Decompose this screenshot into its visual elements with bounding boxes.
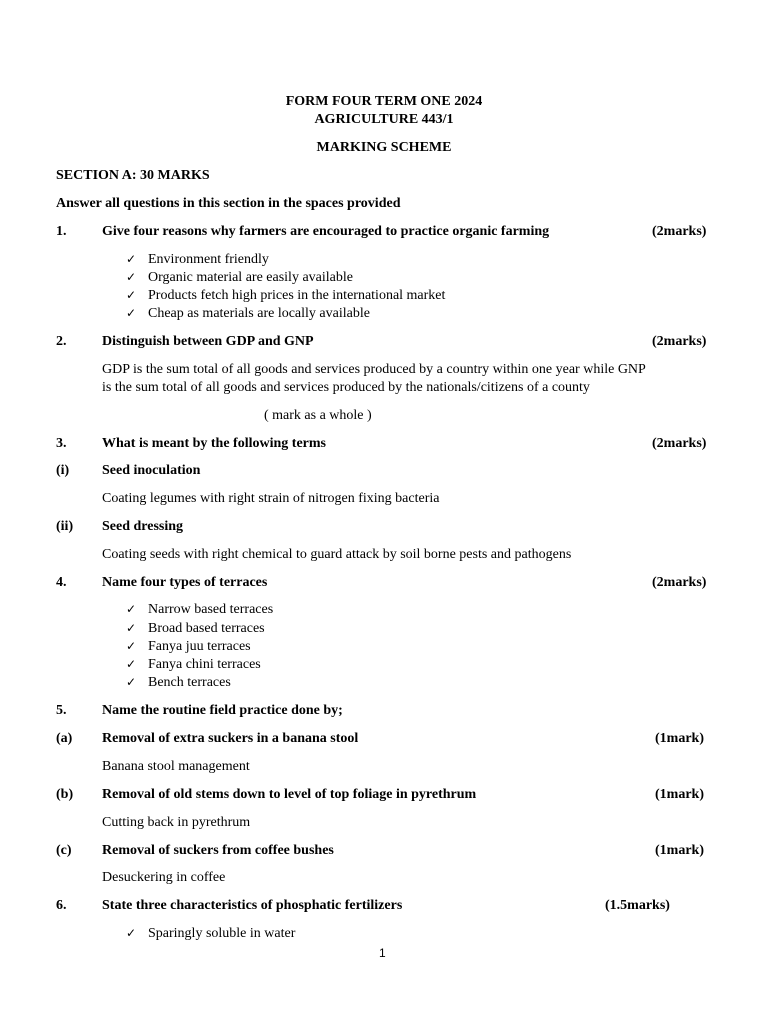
marking-note: ( mark as a whole ) xyxy=(264,408,372,423)
part-label: (a) xyxy=(56,731,73,746)
part-marks: (1mark) xyxy=(655,843,704,858)
question-text: Give four reasons why farmers are encouraged to practice organic farming xyxy=(102,224,550,239)
check-icon: ✓ xyxy=(126,657,137,671)
doc-title-line1: FORM FOUR TERM ONE 2024 xyxy=(285,94,483,109)
check-icon: ✓ xyxy=(126,306,137,320)
answer-text: Desuckering in coffee xyxy=(102,870,226,885)
answer-item: ✓ Sparingly soluble in water xyxy=(126,926,296,941)
part-text: Removal of old stems down to level of top foliage in pyrethrum xyxy=(102,787,477,802)
part-label: (i) xyxy=(56,463,70,478)
check-icon: ✓ xyxy=(126,639,137,653)
answer-item: ✓ Narrow based terraces xyxy=(126,602,274,617)
answer-item: ✓ Fanya chini terraces xyxy=(126,657,261,672)
question-number: 5. xyxy=(56,703,67,718)
answer-text: Cutting back in pyrethrum xyxy=(102,815,251,830)
part-text: Seed inoculation xyxy=(102,463,201,478)
check-icon: ✓ xyxy=(126,675,137,689)
answer-item: ✓ Fanya juu terraces xyxy=(126,639,251,654)
page-number: 1 xyxy=(379,946,386,960)
question-marks: (1.5marks) xyxy=(605,898,670,913)
question-text: State three characteristics of phosphatic fertilizers xyxy=(102,898,403,913)
question-text: Name four types of terraces xyxy=(102,575,268,590)
part-text: Removal of extra suckers in a banana stool xyxy=(102,731,359,746)
check-icon: ✓ xyxy=(126,252,137,266)
question-marks: (2marks) xyxy=(652,224,707,239)
question-number: 1. xyxy=(56,224,67,239)
part-label: (c) xyxy=(56,843,72,858)
part-marks: (1mark) xyxy=(655,731,704,746)
question-marks: (2marks) xyxy=(652,334,707,349)
answer-text: Coating seeds with right chemical to guard attack by soil borne pests and pathogens xyxy=(102,547,572,562)
question-number: 4. xyxy=(56,575,67,590)
question-marks: (2marks) xyxy=(652,575,707,590)
answer-item: ✓ Bench terraces xyxy=(126,675,231,690)
question-number: 6. xyxy=(56,898,67,913)
doc-title-line3: MARKING SCHEME xyxy=(316,140,452,155)
check-icon: ✓ xyxy=(126,270,137,284)
answer-text: Coating legumes with right strain of nitrogen fixing bacteria xyxy=(102,491,440,506)
check-icon: ✓ xyxy=(126,602,137,616)
section-title: SECTION A: 30 MARKS xyxy=(56,168,210,183)
answer-item: ✓ Products fetch high prices in the international market xyxy=(126,288,446,303)
answer-text: Banana stool management xyxy=(102,759,250,774)
question-marks: (2marks) xyxy=(652,436,707,451)
part-label: (ii) xyxy=(56,519,74,534)
doc-title-line2: AGRICULTURE 443/1 xyxy=(314,112,454,127)
check-icon: ✓ xyxy=(126,288,137,302)
answer-text: GDP is the sum total of all goods and services produced by a country within one year while GNP xyxy=(102,362,646,377)
question-text: Distinguish between GDP and GNP xyxy=(102,334,314,349)
answer-text: is the sum total of all goods and services produced by the nationals/citizens of a county xyxy=(102,380,590,395)
check-icon: ✓ xyxy=(126,621,137,635)
part-label: (b) xyxy=(56,787,74,802)
question-text: Name the routine field practice done by; xyxy=(102,703,343,718)
answer-item: ✓ Environment friendly xyxy=(126,252,269,267)
answer-item: ✓ Organic material are easily available xyxy=(126,270,353,285)
question-number: 3. xyxy=(56,436,67,451)
check-icon: ✓ xyxy=(126,926,137,940)
part-text: Seed dressing xyxy=(102,519,184,534)
answer-item: ✓ Broad based terraces xyxy=(126,621,265,636)
question-number: 2. xyxy=(56,334,67,349)
answer-item: ✓ Cheap as materials are locally available xyxy=(126,306,370,321)
part-text: Removal of suckers from coffee bushes xyxy=(102,843,334,858)
part-marks: (1mark) xyxy=(655,787,704,802)
section-instruction: Answer all questions in this section in the spaces provided xyxy=(56,196,401,211)
question-text: What is meant by the following terms xyxy=(102,436,326,451)
